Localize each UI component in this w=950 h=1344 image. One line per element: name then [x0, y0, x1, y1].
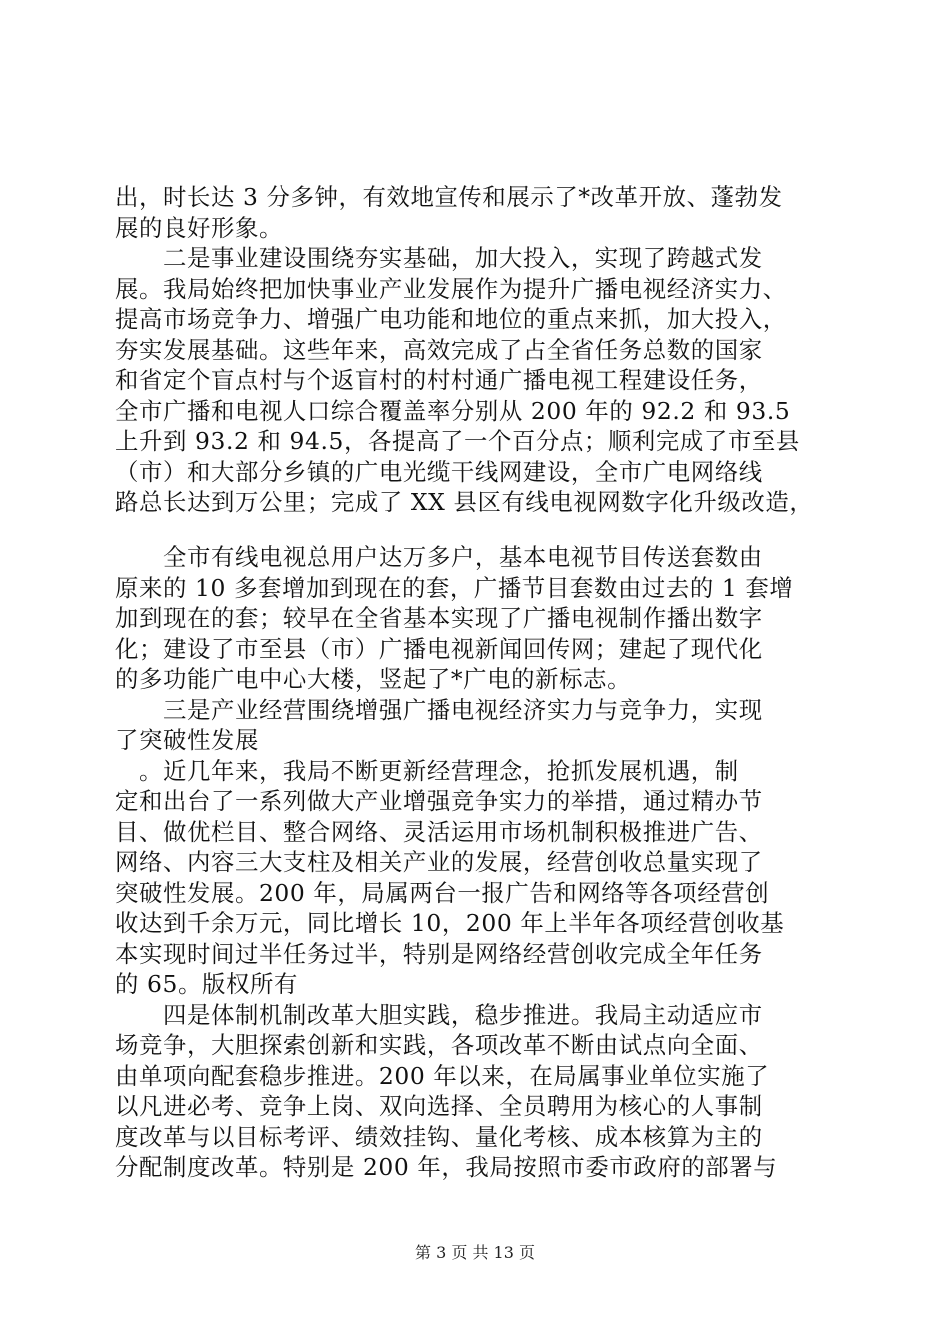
text-line: 原来的 10 多套增加到现在的套，广播节目套数由过去的 1 套增 — [115, 573, 794, 602]
text-block-lower — [115, 542, 835, 1183]
text-line: 全市有线电视总用户达万多户，基本电视节目传送套数由 — [115, 543, 763, 571]
text-line: 分配制度改革。特别是 200 年，我局按照市委市政府的部署与 — [115, 1153, 778, 1181]
text-line: 目、做优栏目、整合网络、灵活运用市场机制积极推进广告、 — [115, 817, 763, 846]
text-line: 路总长达到万公里；完成了 XX 县区有线电视网数字化升级改造， — [115, 488, 814, 516]
text-line: 出，时长达 3 分多钟，有效地宣传和展示了*改革开放、蓬勃发 — [115, 183, 783, 211]
page-number: 第 3 页 共 13 页 — [415, 1243, 535, 1262]
text-line: 夯实发展基础。这些年来，高效完成了占全省任务总数的国家 — [115, 335, 763, 364]
text-line: 由单项向配套稳步推进。200 年以来，在局属事业单位实施了 — [115, 1061, 770, 1090]
text-block-upper — [115, 182, 835, 518]
text-line: 以凡进必考、竞争上岗、双向选择、全员聘用为核心的人事制 — [115, 1092, 763, 1120]
text-line: 的 65。版权所有 — [115, 970, 298, 998]
text-line: 度改革与以目标考评、绩效挂钩、量化考核、成本核算为主的 — [115, 1122, 763, 1151]
text-line: 的多功能广电中心大楼，竖起了*广电的新标志。 — [115, 665, 632, 693]
text-line: 收达到千余万元，同比增长 10，200 年上半年各项经营创收基 — [115, 909, 785, 937]
text-line: 化；建设了市至县（市）广播电视新闻回传网；建起了现代化 — [115, 634, 763, 663]
text-line: （市）和大部分乡镇的广电光缆干线网建设，全市广电网络线 — [115, 457, 763, 486]
text-line: 。近几年来，我局不断更新经营理念，抢抓发展机遇，制 — [115, 756, 739, 785]
text-line: 四是体制机制改革大胆实践，稳步推进。我局主动适应市 — [115, 1000, 763, 1029]
text-line: 加到现在的套；较早在全省基本实现了广播电视制作播出数字 — [115, 604, 763, 632]
text-line: 定和出台了一系列做大产业增强竞争实力的举措，通过精办节 — [115, 787, 763, 815]
page-footer — [0, 1243, 950, 1263]
text-line: 二是事业建设围绕夯实基础，加大投入，实现了跨越式发 — [115, 244, 763, 272]
text-line: 和省定个盲点村与个返盲村的村村通广播电视工程建设任务， — [115, 366, 763, 394]
text-line: 突破性发展。200 年，局属两台一报广告和网络等各项经营创 — [115, 878, 770, 907]
text-line: 展的良好形象。 — [115, 213, 283, 242]
text-line: 展。我局始终把加快事业产业发展作为提升广播电视经济实力、 — [115, 274, 787, 303]
text-line: 上升到 93.2 和 94.5，各提高了一个百分点；顺利完成了市至县 — [115, 427, 800, 455]
text-line: 全市广播和电视人口综合覆盖率分别从 200 年的 92.2 和 93.5 — [115, 396, 791, 425]
text-line: 本实现时间过半任务过半，特别是网络经营创收完成全年任务 — [115, 939, 763, 968]
text-line: 提高市场竞争力、增强广电功能和地位的重点来抓，加大投入， — [115, 305, 787, 333]
text-line: 三是产业经营围绕增强广播电视经济实力与竞争力，实现 — [115, 695, 763, 724]
text-line: 网络、内容三大支柱及相关产业的发展，经营创收总量实现了 — [115, 848, 763, 876]
text-line: 了突破性发展 — [115, 726, 259, 754]
text-line: 场竞争，大胆探索创新和实践，各项改革不断由试点向全面、 — [115, 1031, 763, 1059]
